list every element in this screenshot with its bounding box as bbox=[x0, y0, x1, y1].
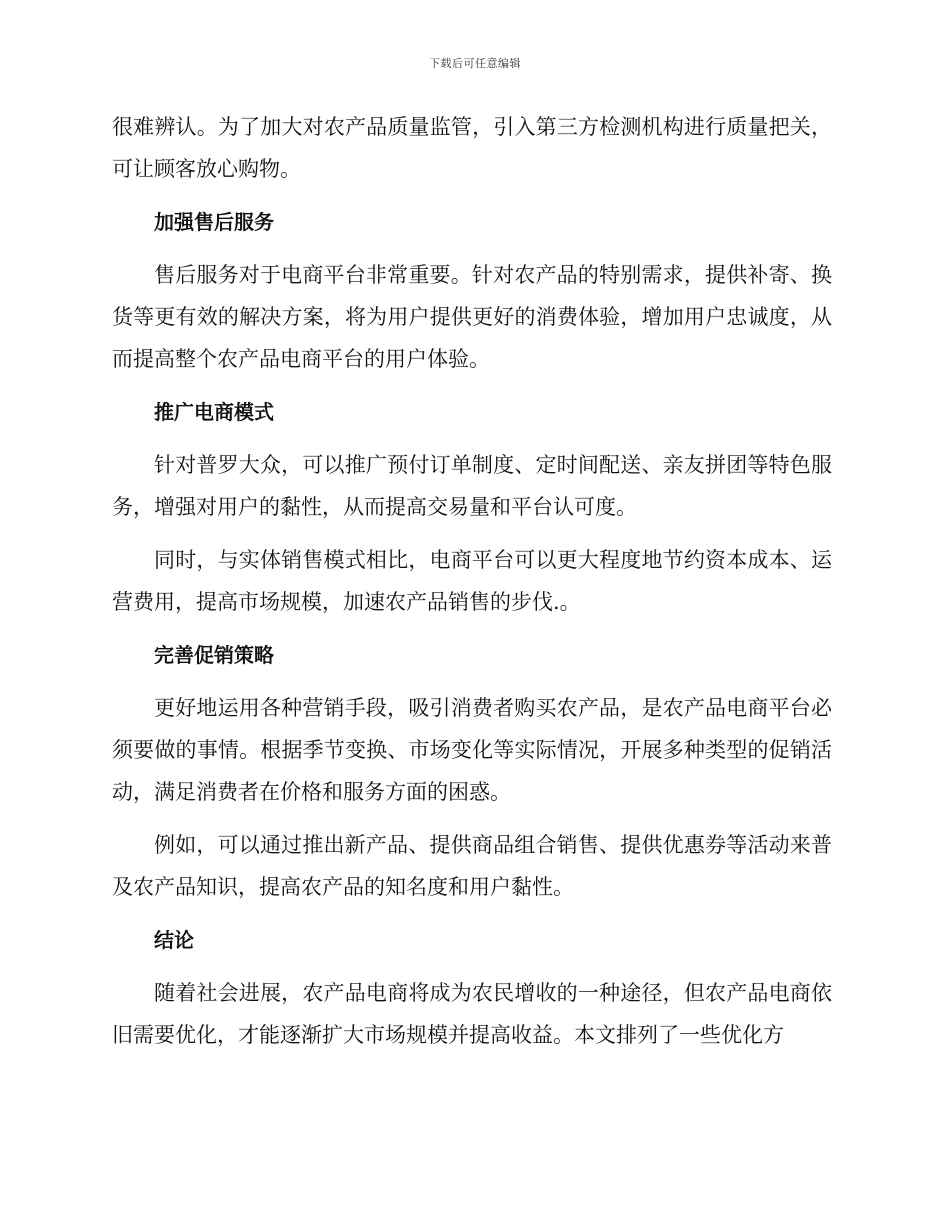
section-heading-promotion: 完善促销策略 bbox=[154, 643, 274, 667]
paragraph-ecommerce-model: 针对普罗大众，可以推广预付订单制度、定时间配送、亲友拼团等特色服务，增强对用户的黏性，从而提高交易量和平台认可度。 bbox=[112, 453, 832, 519]
page-header: 下载后可任意编辑 bbox=[429, 57, 521, 70]
paragraph-promotion: 更好地运用各种营销手段，吸引消费者购买农产品，是农产品电商平台必须要做的事情。根据季节变换、市场变化等实际情况，开展多种类型的促销活动，满足消费者在价格和服务方面的困惑。 bbox=[112, 696, 832, 804]
section-heading-ecommerce-model: 推广电商模式 bbox=[154, 400, 274, 424]
paragraph-conclusion: 随着社会进展，农产品电商将成为农民增收的一种途径，但农产品电商依旧需要优化，才能逐渐扩大市场规模并提高收益。本文排列了一些优化方 bbox=[112, 981, 832, 1047]
paragraph-after-sales: 售后服务对于电商平台非常重要。针对农产品的特别需求，提供补寄、换货等更有效的解决方案，将为用户提供更好的消费体验，增加用户忠诚度，从而提高整个农产品电商平台的用户体验。 bbox=[112, 263, 832, 371]
section-heading-after-sales: 加强售后服务 bbox=[154, 210, 274, 234]
paragraph-cost-saving: 同时，与实体销售模式相比，电商平台可以更大程度地节约资本成本、运营费用，提高市场规模，加速农产品销售的步伐.。 bbox=[112, 548, 832, 614]
section-heading-conclusion: 结论 bbox=[154, 928, 194, 952]
paragraph-promotion-examples: 例如，可以通过推出新产品、提供商品组合销售、提供优惠券等活动来普及农产品知识，提高农产品的知名度和用户黏性。 bbox=[112, 833, 832, 899]
document-body bbox=[112, 106, 832, 1067]
paragraph-quality-supervision: 很难辨认。为了加大对农产品质量监管，引入第三方检测机构进行质量把关，可让顾客放心购物。 bbox=[112, 115, 832, 181]
